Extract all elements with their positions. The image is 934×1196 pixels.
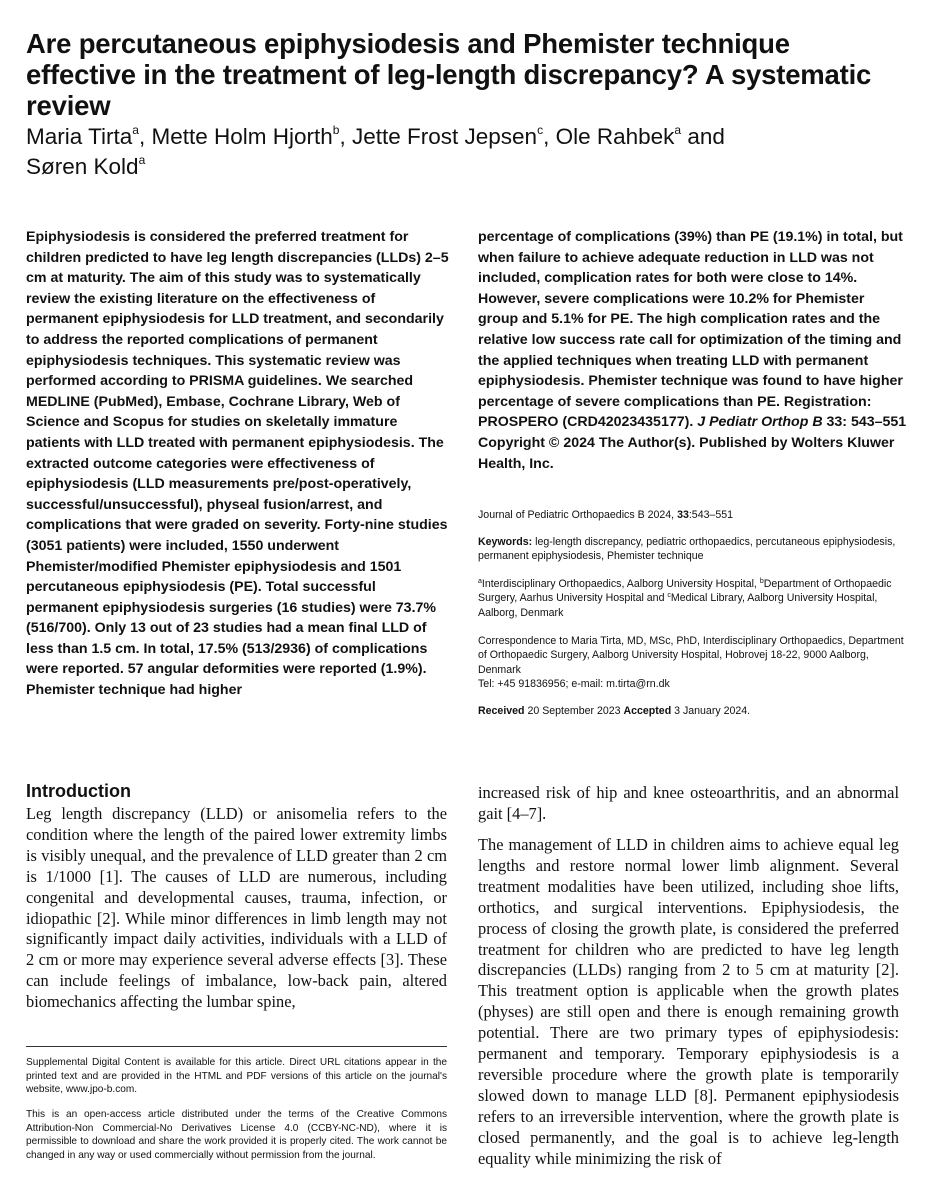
- author-and: and: [681, 124, 725, 149]
- affiliation-mark: c: [667, 592, 671, 600]
- footnote-license: This is an open-access article distributed under the terms of the Creative Commons Attribution-Non Commercial-No Derivatives License 4.0 (CCBY-NC-ND), where it is permissible to download and share the work provided it is properly cited. The work cannot be changed in any way or used commercially without permission from the journal.: [26, 1109, 447, 1161]
- section-heading-introduction: Introduction: [26, 781, 131, 801]
- author-separator: ,: [339, 124, 352, 149]
- abstract-right-text: percentage of complications (39%) than PE (19.1%) in total, but when failure to achieve adequate reduction in LLD was not included, complication rates for both were close to 14%. However, severe complications were 10.2% for Phemister group and 5.1% for PE. The high complication rates and the relative low success rate call for optimization of the timing and the applied techniques when treating LLD with permanent epiphysiodesis. Phemister technique was found to have higher percentage of severe complications than PE. Registration: PROSPERO (CRD42023435177).: [478, 229, 903, 431]
- journal-volume: 33: [677, 509, 689, 521]
- accepted-date: 3 January 2024.: [671, 705, 751, 717]
- journal-pages: :543–551: [688, 509, 734, 521]
- affiliation-text: Interdisciplinary Orthopaedics, Aalborg University Hospital,: [481, 578, 760, 590]
- correspondence-contact: Tel: +45 91836956; e-mail: m.tirta@rn.dk: [478, 677, 670, 690]
- keywords-text: leg-length discrepancy, pediatric orthopaedics, percutaneous epiphysiodesis, permanent epiphysiodesis, Phemister technique: [478, 536, 896, 563]
- correspondence: [478, 634, 908, 691]
- received-label: Received: [478, 705, 525, 717]
- citation-journal: J Pediatr Orthop B: [697, 414, 823, 431]
- affiliation-text: Department of Orthopaedic Surgery, Aarhus University Hospital and: [478, 578, 892, 605]
- keywords-label: Keywords:: [478, 536, 533, 548]
- correspondence-address: Correspondence to Maria Tirta, MD, MSc, PhD, Interdisciplinary Orthopaedics, Department of Orthopaedic Surgery, Aalborg University Hospital, Hobrovej 18-22, 9000 Aalborg, Denmark: [478, 635, 904, 676]
- journal-name: Journal of Pediatric Orthopaedics B: [478, 509, 645, 521]
- abstract-right-column: [478, 227, 908, 474]
- intro-paragraph-left: Leg length discrepancy (LLD) or anisomelia refers to the condition where the length of the paired lower extremity limbs is visibly unequal, and the prevalence of LLD greater than 2 cm is 1/1000 [1]. The causes of LLD are numerous, including congenital and developmental causes, trauma, infection, or idiopathic [2]. While minor differences in limb length may not significantly impact daily activities, individuals with a LLD of 2 cm or more may experience several adverse effects [3]. These can include feelings of imbalance, low-back pain, altered biomechanics affecting the lumbar spine,: [26, 804, 447, 1012]
- author-list: [26, 122, 906, 182]
- author-separator: ,: [543, 124, 556, 149]
- journal-year: 2024,: [644, 509, 678, 521]
- author-name: Ole Rahbek: [555, 124, 675, 149]
- author-name: Mette Holm Hjorth: [151, 124, 333, 149]
- author-affiliation-mark: a: [674, 123, 682, 137]
- author-name: Jette Frost Jepsen: [351, 124, 538, 149]
- received-date: 20 September 2023: [524, 705, 624, 717]
- author-affiliation-mark: a: [132, 123, 139, 137]
- affiliation-text: Medical Library, Aalborg University Hospital, Aalborg, Denmark: [478, 592, 878, 619]
- author-affiliation-mark: c: [537, 123, 544, 137]
- keywords: [478, 535, 908, 564]
- author-affiliation-mark: b: [332, 123, 340, 137]
- intro-paragraph-right-1: increased risk of hip and knee osteoarthritis, and an abnormal gait [4–7].: [478, 783, 899, 823]
- citation-volume-pages: 33: 543–551: [822, 414, 907, 431]
- author-affiliation-mark: a: [138, 153, 146, 167]
- affiliation-mark: b: [759, 578, 764, 585]
- affiliations: [478, 577, 908, 620]
- received-accepted: [478, 704, 908, 718]
- affiliation-mark: a: [478, 578, 482, 585]
- abstract-left-column: Epiphysiodesis is considered the preferred treatment for children predicted to have leg length discrepancies (LLDs) 2–5 cm at maturity. The aim of this study was to systematically review the existing literature on the effectiveness of permanent epiphysiodesis for LLD treatment, and secondarily to address the reported complications of permanent epiphysiodesis techniques. This systematic review was performed according to PRISMA guidelines. We searched MEDLINE (PubMed), Embase, Cochrane Library, Web of Science and Scopus for studies on skeletally immature patients with LLD treated with permanent epiphysiodesis. The extracted outcome categories were effectiveness of epiphysiodesis (LLD measurements pre/post-operatively, successful/unsuccessful), physeal fusion/arrest, and complications that were graded on severity. Forty-nine studies (3051 patients) were included, 1550 underwent Phemister/modified Phemister epiphysiodesis and 1501 percutaneous epiphysiodesis (PE). Total successful permanent epiphysiodesis surgeries (16 studies) were 73.7% (516/700). Only 13 out of 23 studies had a mean final LLD of less than 1.5 cm. In total, 17.5% (513/2936) of complications were reported. 57 angular deformities were reported (1.9%). Phemister technique had higher: [26, 229, 449, 699]
- author-separator: ,: [138, 124, 152, 149]
- author-name: Søren Kold: [26, 154, 139, 179]
- accepted-label: Accepted: [623, 705, 672, 717]
- intro-paragraph-right-2: The management of LLD in children aims to achieve equal leg lengths and restore normal lower limb alignment. Several treatment modalities have been utilized, including shoe lifts, orthotics, and surgical interventions. Epiphysiodesis, the process of closing the growth plate, is considered the preferred treatment for children who are predicted to have leg length discrepancies (LLDs) ranging from 2 to 5 cm at maturity [2]. This treatment option is applicable when the growth plates (physes) are still open and there is enough remaining growth potential. There are two primary types of epiphysiodesis: permanent and temporary. Temporary epiphysiodesis is a reversible procedure where the growth plate is temporarily slowed down to manage LLD [8]. Permanent epiphysiodesis refers to an irreversible intervention, where the growth plate is closed permanently, and the goal is to achieve leg-length equality while minimizing the risk of: [478, 835, 899, 1168]
- footnote-divider: [26, 1046, 447, 1047]
- author-name: Maria Tirta: [26, 124, 133, 149]
- copyright-notice: Copyright © 2024 The Author(s). Published by Wolters Kluwer Health, Inc.: [478, 434, 895, 472]
- footnote-supplemental: Supplemental Digital Content is available for this article. Direct URL citations appear in the printed text and are provided in the HTML and PDF versions of this article on the journal's website, www.jpo-b.com.: [26, 1057, 447, 1096]
- article-title: Are percutaneous epiphysiodesis and Phemister technique effective in the treatment of leg-length discrepancy? A systematic review: [26, 28, 872, 121]
- journal-line: [478, 508, 908, 522]
